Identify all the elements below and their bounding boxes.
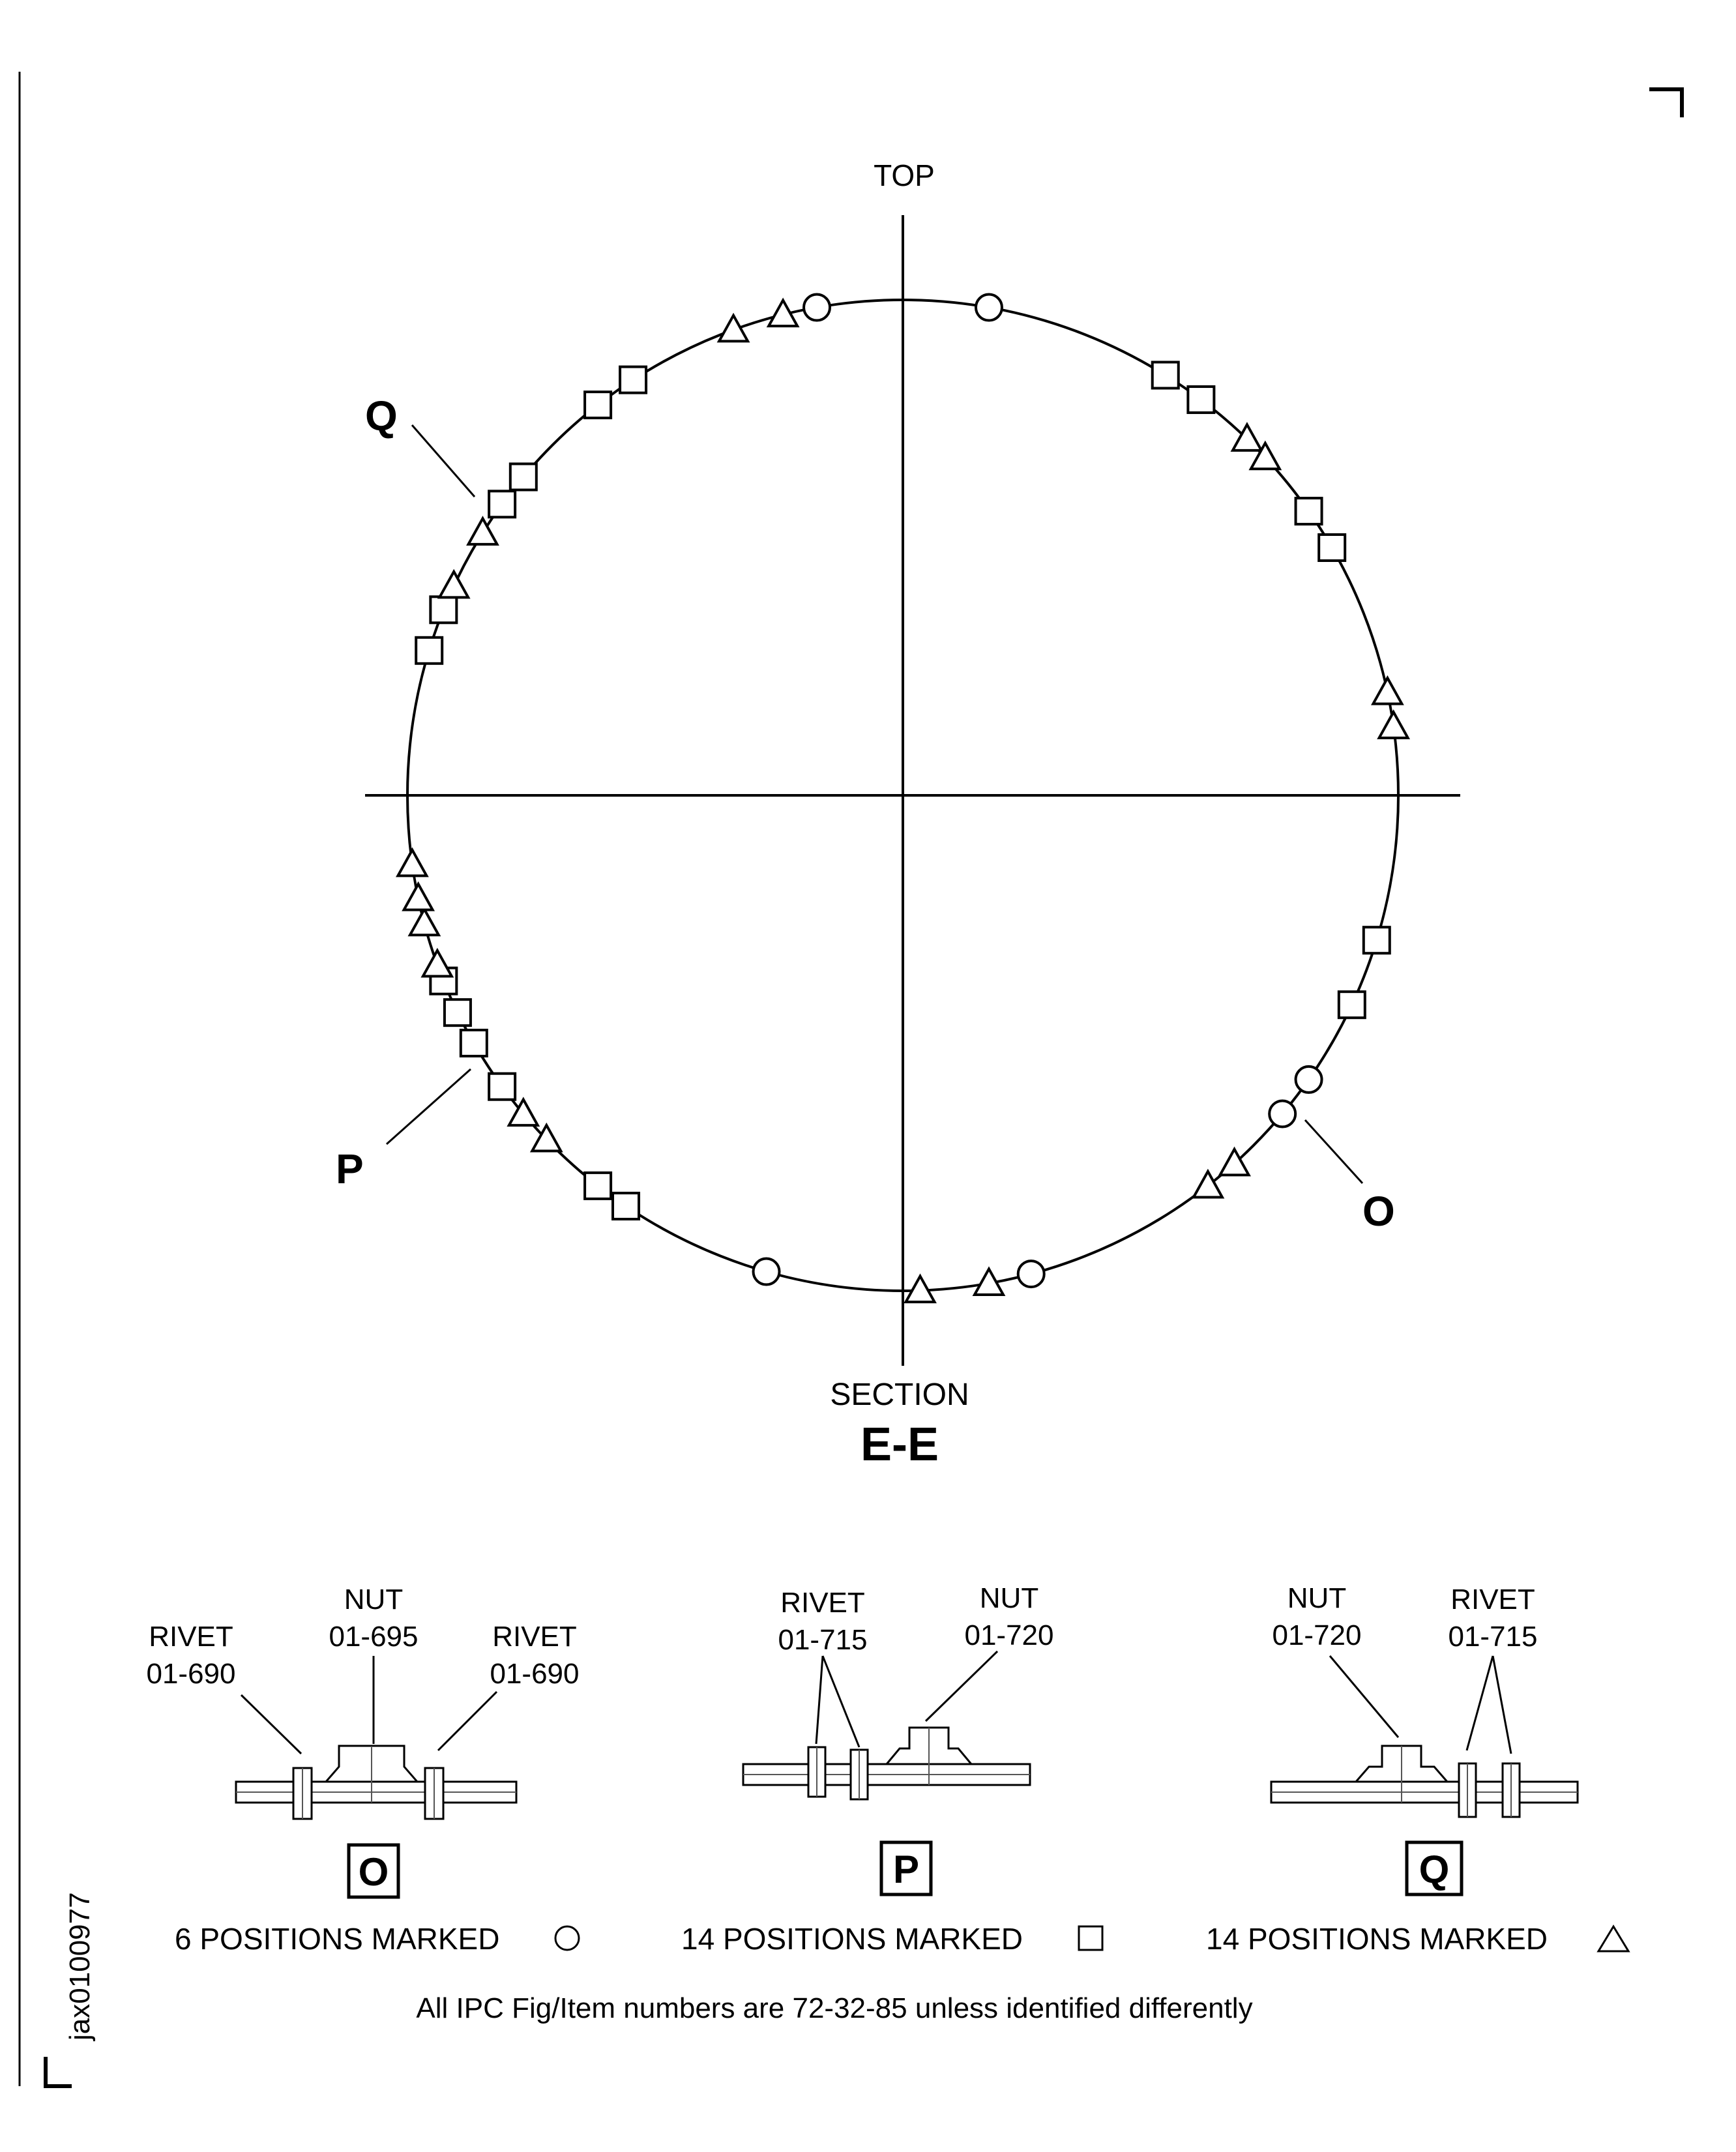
detail-p-leader-rivet-2	[823, 1656, 859, 1747]
square-marker	[620, 367, 646, 393]
square-marker	[445, 999, 471, 1025]
detail-q-caption: 14 POSITIONS MARKED	[1206, 1922, 1548, 1956]
square-symbol-icon	[1079, 1926, 1102, 1950]
detail-o-center-label: NUT	[344, 1584, 404, 1615]
square-marker	[489, 1074, 515, 1100]
triangle-marker	[719, 316, 748, 342]
triangle-marker	[1373, 678, 1402, 704]
circle-marker	[804, 295, 830, 321]
triangle-marker	[468, 518, 497, 544]
callout-p-label: P	[336, 1145, 364, 1192]
section-id-label: E-E	[860, 1419, 939, 1471]
detail-o-leader-left	[241, 1695, 301, 1754]
detail-q-leader-rivet-2	[1493, 1656, 1511, 1754]
detail-p-box-label: P	[892, 1848, 920, 1891]
detail-q-box-label: Q	[1419, 1848, 1450, 1891]
square-marker	[416, 638, 442, 664]
detail-o-right-ref: 01-690	[490, 1658, 580, 1690]
square-marker	[1319, 535, 1345, 561]
circle-marker	[754, 1259, 780, 1285]
square-marker	[489, 491, 515, 517]
square-marker	[613, 1193, 639, 1219]
square-marker	[585, 392, 611, 418]
circle-marker	[1296, 1067, 1322, 1093]
detail-q-rivet-label: RIVET	[1450, 1584, 1535, 1615]
square-marker	[585, 1173, 611, 1199]
detail-p	[681, 1582, 1102, 1956]
detail-p-leader-nut	[926, 1651, 997, 1721]
detail-q-leader-rivet-1	[1467, 1656, 1493, 1750]
triangle-symbol-icon	[1598, 1926, 1628, 1951]
detail-q	[1206, 1582, 1628, 1956]
callout-q-leader	[412, 425, 475, 497]
detail-o-box-label: O	[358, 1850, 389, 1894]
triangle-marker	[439, 572, 468, 598]
detail-o-center-ref: 01-695	[329, 1621, 419, 1653]
detail-o-left-label: RIVET	[149, 1621, 233, 1653]
corner-mark-bottom-left	[46, 2057, 72, 2086]
triangle-marker	[1379, 712, 1408, 738]
footer-note: All IPC Fig/Item numbers are 72-32-85 unless identified differently	[416, 1992, 1253, 2024]
circle-marker	[1018, 1261, 1044, 1287]
detail-p-rivet-label: RIVET	[780, 1587, 865, 1619]
triangle-marker	[423, 951, 452, 977]
detail-p-nut-ref: 01-720	[964, 1619, 1054, 1651]
callout-p-leader	[387, 1069, 471, 1144]
square-marker	[1153, 362, 1179, 388]
circle-marker	[976, 295, 1002, 321]
detail-p-nut-label: NUT	[979, 1582, 1039, 1614]
circle-symbol-icon	[555, 1926, 579, 1950]
square-marker	[1296, 498, 1322, 524]
corner-mark-top-right	[1649, 89, 1682, 117]
triangle-marker	[404, 884, 433, 910]
circle-marker	[1269, 1101, 1295, 1127]
detail-q-nut-label: NUT	[1287, 1582, 1347, 1614]
section-label: SECTION	[830, 1378, 969, 1412]
square-marker	[461, 1030, 487, 1056]
callout-o-leader	[1305, 1120, 1362, 1183]
detail-q-nut-ref: 01-720	[1272, 1619, 1362, 1651]
drawing-id: jax0100977	[64, 1892, 96, 2041]
detail-o-caption: 6 POSITIONS MARKED	[175, 1922, 500, 1956]
top-label: TOP	[874, 158, 935, 192]
square-marker	[510, 464, 537, 490]
square-marker	[1339, 992, 1365, 1018]
detail-o-leader-right	[438, 1692, 497, 1750]
triangle-marker	[410, 909, 439, 936]
detail-p-leader-rivet-1	[816, 1656, 823, 1744]
detail-o	[146, 1584, 579, 1956]
detail-q-leader-nut	[1330, 1656, 1398, 1737]
square-marker	[1364, 927, 1390, 953]
detail-q-rivet-ref: 01-715	[1448, 1621, 1538, 1653]
detail-p-rivet-ref: 01-715	[778, 1624, 868, 1656]
detail-o-right-label: RIVET	[492, 1621, 577, 1653]
square-marker	[430, 597, 456, 623]
detail-o-left-ref: 01-690	[146, 1658, 236, 1690]
triangle-marker	[1194, 1172, 1222, 1198]
callout-o-label: O	[1362, 1188, 1395, 1235]
triangle-marker	[398, 850, 426, 876]
square-marker	[1188, 387, 1214, 413]
callout-q-label: Q	[365, 392, 398, 439]
detail-p-caption: 14 POSITIONS MARKED	[681, 1922, 1023, 1956]
